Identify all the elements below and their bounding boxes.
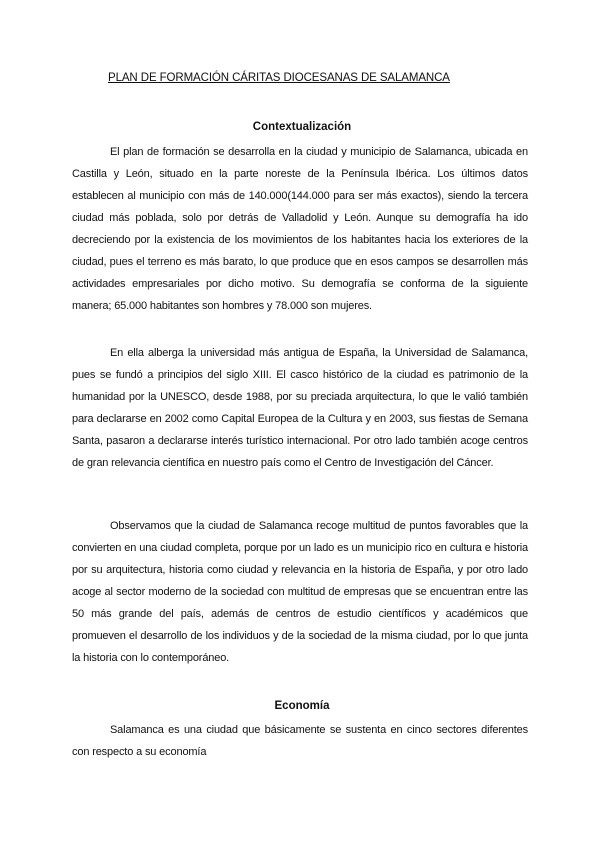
paragraph: Salamanca es una ciudad que básicamente se sustenta en cinco sectores diferentes con respecto a su economía (72, 724, 528, 758)
paragraph: El plan de formación se desarrolla en la ciudad y municipio de Salamanca, ubicada en Castilla y León, situado en la parte noreste de la Península Ibérica. Los últimos datos establecen al municipio con más de 140.000(144.000 para ser más exactos), siendo la tercera ciudad más poblada, solo por detrás de Valladolid y León. Aunque su demografía ha ido decreciendo por la existencia de los movimientos de los habitantes hacia los exteriores de la ciudad, pues el terreno es más barato, lo que produce que en esos campos se desarrollen más actividades empresariales por dicho motivo. Su demografía se conforma de la siguiente manera; 65.000 habitantes son hombres y 78.000 son mujeres. (72, 146, 528, 312)
document-title: PLAN DE FORMACIÓN CÁRITAS DIOCESANAS DE SALAMANCA (108, 72, 450, 84)
paragraph: En ella alberga la universidad más antigua de España, la Universidad de Salamanca, pues se fundó a principios del siglo XIII. El casco histórico de la ciudad es patrimonio de la humanidad por la UNESCO, desde 1988, por su preciada arquitectura, lo que le valió también para declararse en 2002 como Capital Europea de la Cultura y en 2003, sus fiestas de Semana Santa, pasaron a declararse interés turístico internacional. Por otro lado también acoge centros de gran relevancia científica en nuestro país como el Centro de Investigación del Cáncer. (72, 347, 528, 469)
section-heading-contextualizacion: Contextualización (252, 121, 352, 133)
section-heading-economia: Economía (274, 700, 330, 712)
paragraph: Observamos que la ciudad de Salamanca recoge multitud de puntos favorables que la convierten en una ciudad completa, porque por un lado es un municipio rico en cultura e historia por su arquitectura, historia como ciudad y relevancia en la historia de España, y por otro lado acoge al sector moderno de la sociedad con multitud de empresas que se encuentran entre las 50 más grande del país, además de centros de estudio científicos y académicos que promueven el desarrollo de los individuos y de la sociedad de la misma ciudad, por lo que junta la historia con lo contemporáneo. (72, 520, 528, 664)
